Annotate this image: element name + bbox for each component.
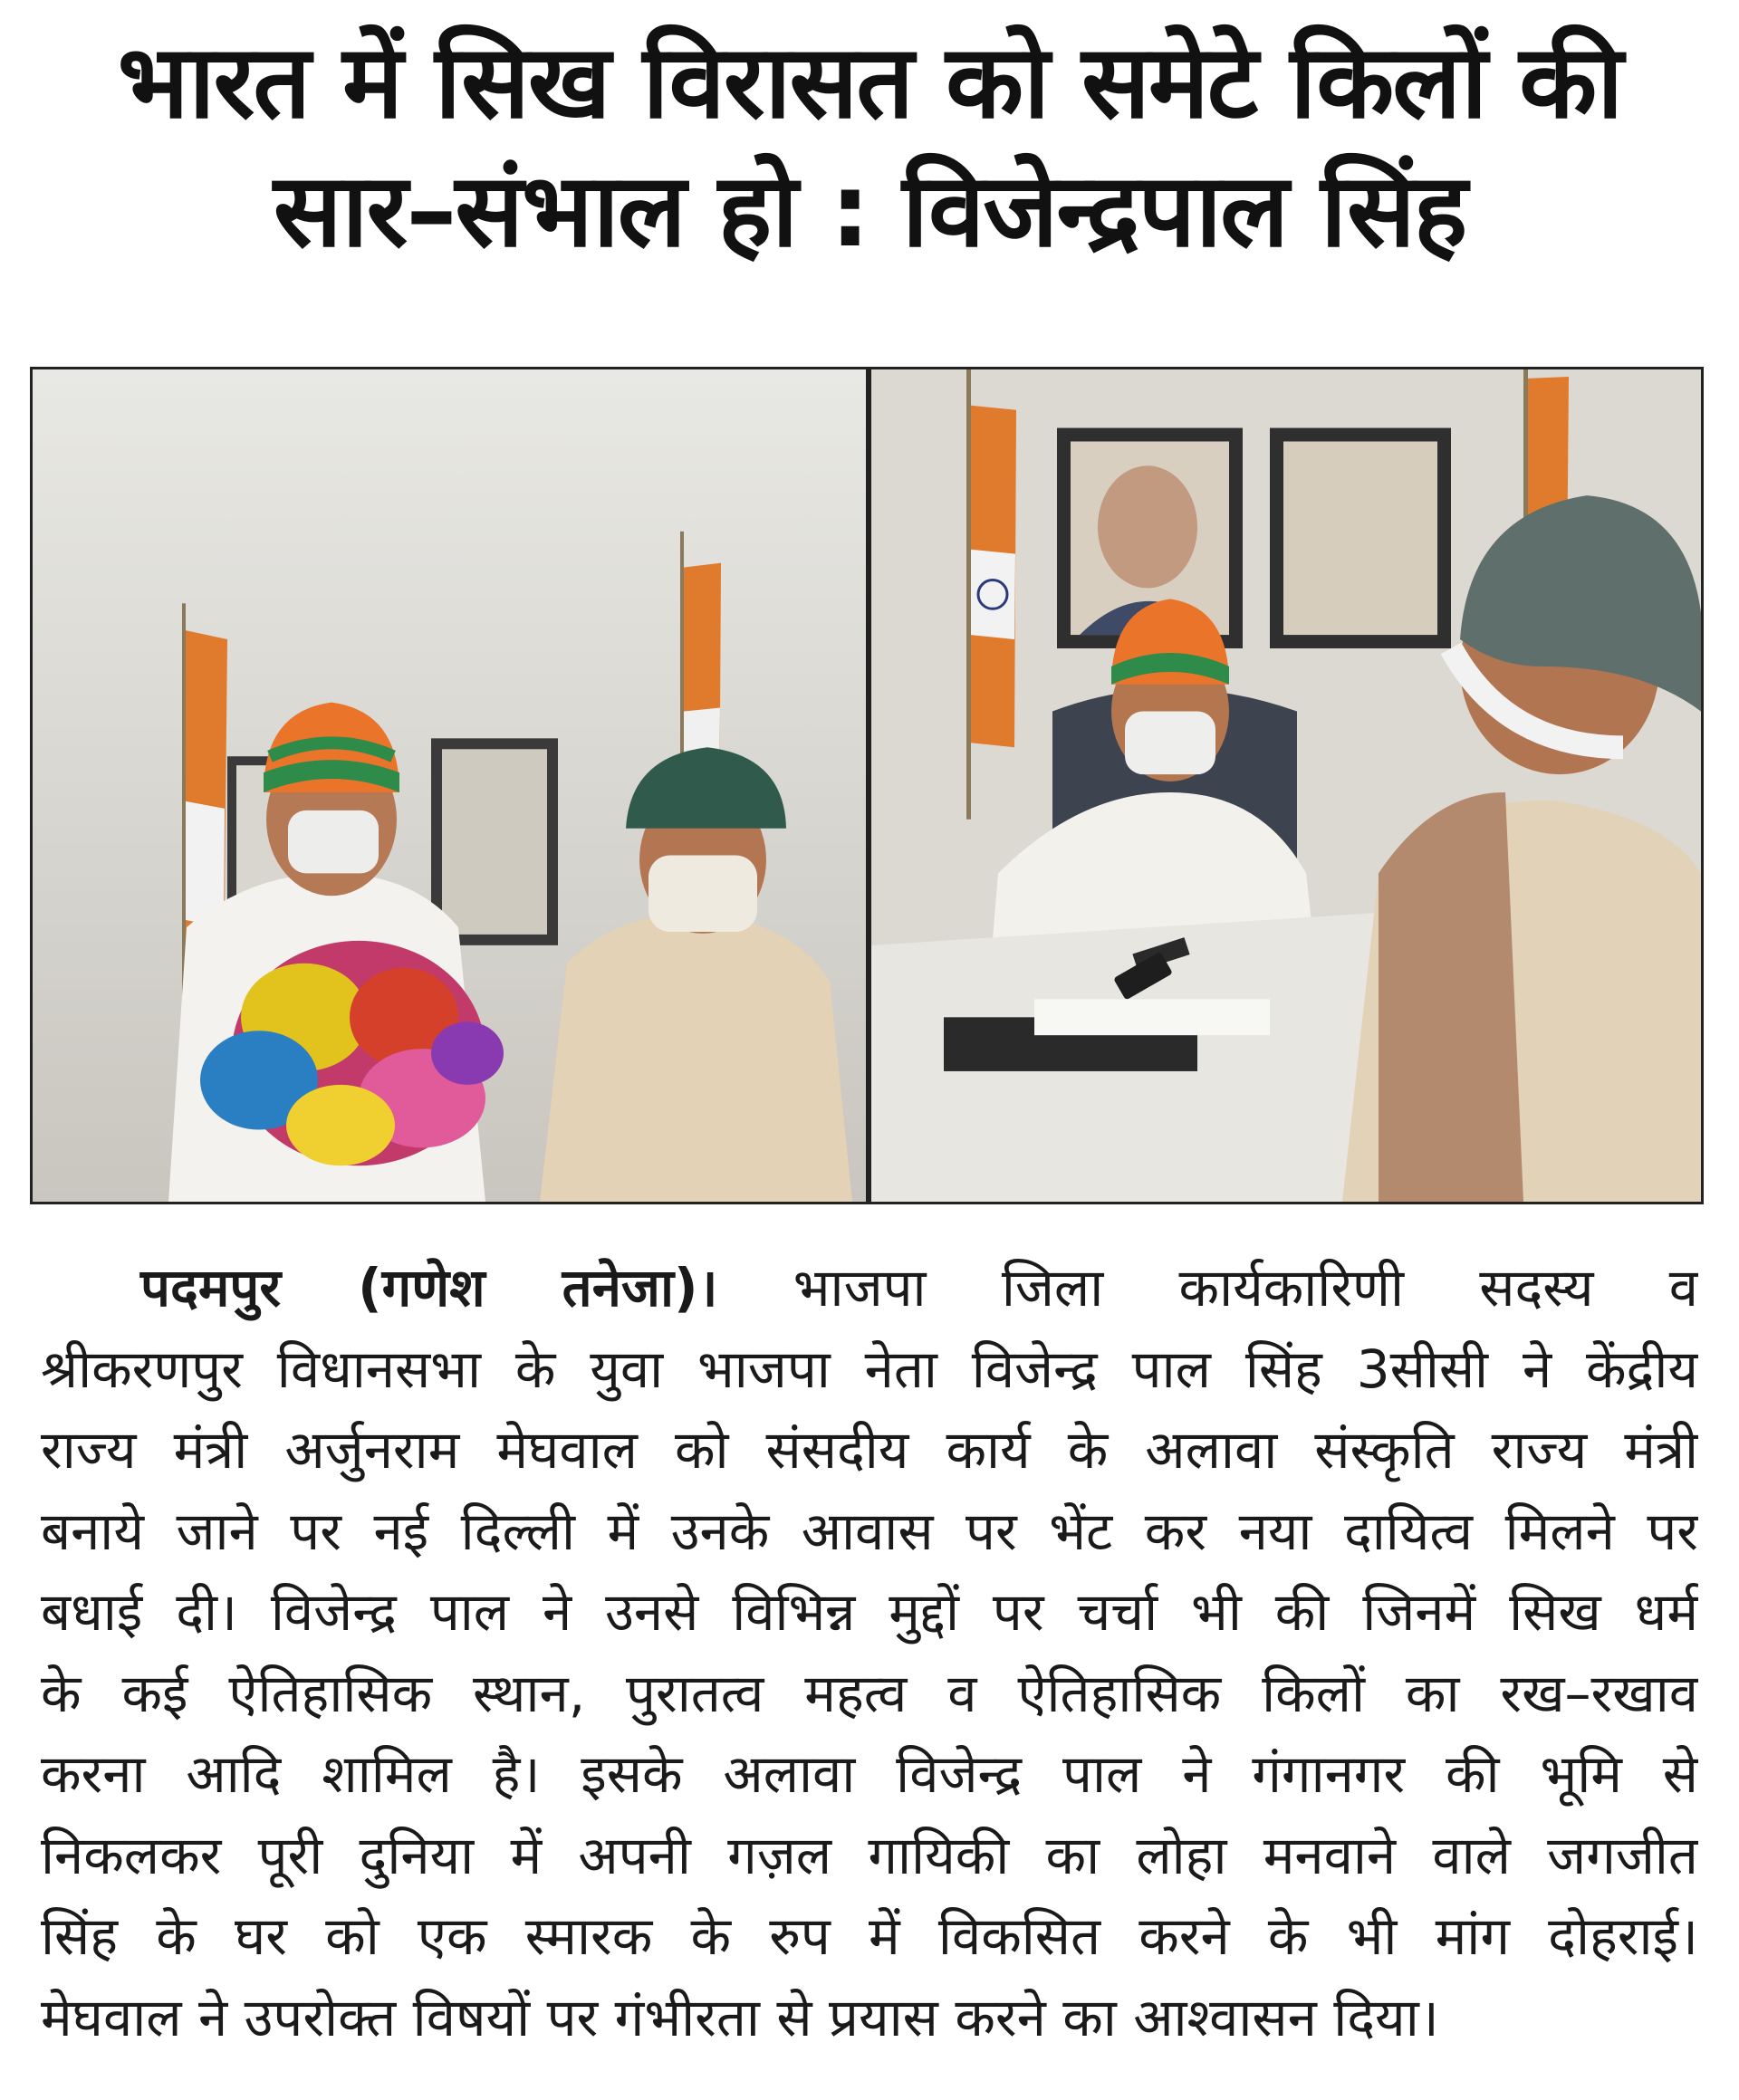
article-line: के कई ऐतिहासिक स्थान, पुरातत्व महत्व व ऐतिहासिक किलों का रख–रखाव xyxy=(41,1662,1698,1724)
meeting-bouquet-photo xyxy=(33,369,866,1202)
article-line: सिंह के घर को एक स्मारक के रुप में विकसित करने के भी मांग दोहराई। xyxy=(41,1905,1698,1967)
article-line: श्रीकरणपुर विधानसभा के युवा भाजपा नेता विजेन्द्र पाल सिंह 3सीसी ने केंद्रीय xyxy=(41,1338,1698,1400)
meeting-desk-photo xyxy=(871,369,1701,1202)
article-line: निकलकर पूरी दुनिया में अपनी गज़ल गायिकी का लोहा मनवाने वाले जगजीत xyxy=(41,1824,1698,1886)
article-line: राज्य मंत्री अर्जुनराम मेघवाल को संसदीय कार्य के अलावा संस्कृति राज्य मंत्री xyxy=(41,1419,1698,1481)
headline-line-2: सार–संभाल हो : विजेन्द्रपाल सिंह xyxy=(273,152,1466,270)
article-body xyxy=(41,1248,1698,2058)
article-line: मेघवाल ने उपरोक्त विषयों पर गंभीरता से प्रयास करने का आश्वासन दिया। xyxy=(41,1986,1439,2048)
article-headline xyxy=(36,18,1703,275)
desk-photo-illustration xyxy=(871,369,1701,1202)
bouquet-photo-illustration xyxy=(33,369,866,1202)
article-dateline: पदमपुर (गणेश तनेजा)। xyxy=(140,1257,718,1318)
photo-frame xyxy=(30,367,1704,1204)
article-line: बनाये जाने पर नई दिल्ली में उनके आवास पर भेंट कर नया दायित्व मिलने पर xyxy=(41,1500,1698,1562)
article-line: करना आदि शामिल है। इसके अलावा विजेन्द्र पाल ने गंगानगर की भूमि से xyxy=(41,1743,1698,1805)
article-line-text: भाजपा जिला कार्यकारिणी सदस्य व xyxy=(793,1257,1698,1318)
article-line xyxy=(41,1248,1698,1329)
headline-line-1: भारत में सिख विरासत को समेटे किलों की xyxy=(117,24,1622,141)
article-line: बधाई दी। विजेन्द्र पाल ने उनसे विभिन्न मुद्दों पर चर्चा भी की जिनमें सिख धर्म xyxy=(41,1581,1698,1643)
